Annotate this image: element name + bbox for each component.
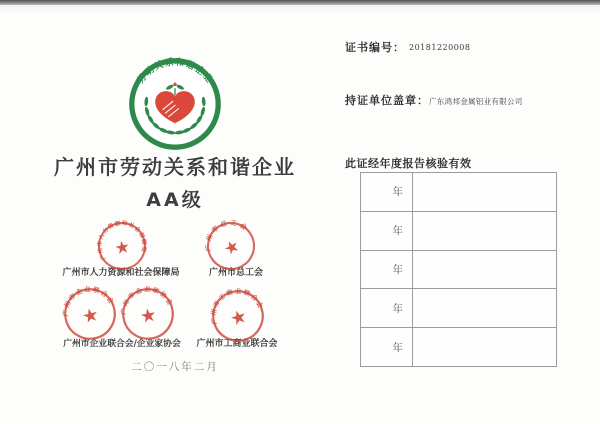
table-row (361, 212, 556, 251)
holder-stamp-label: 持证单位盖章： (345, 94, 429, 107)
seal-label-trade-unions: 广州市总工会 (208, 268, 263, 278)
seal-label-industry-commerce: 广州市工商业联合会 (196, 339, 278, 349)
year-cell-label: 年 (361, 328, 413, 366)
svg-text:广州市企业联合会 (56, 280, 117, 318)
year-cell-label: 年 (361, 173, 413, 211)
cert-number-value: 20181220008 (409, 43, 471, 52)
svg-text:广州市人力资源和社会保障局 (92, 216, 150, 263)
certificate-grade: AA级 (146, 189, 204, 211)
year-cell-label: 年 (361, 212, 413, 250)
table-row (361, 173, 556, 212)
seal-arc-text: 广州市企业家协会 (120, 286, 174, 315)
table-row (361, 328, 556, 366)
annual-verification-title: 此证经年度报告核验有效 (345, 157, 472, 170)
seal-entrepreneurs-association (116, 282, 181, 347)
logo-arc-text: 劳动关系和谐企业 (135, 57, 215, 86)
annual-verification-table (360, 172, 557, 367)
seal-arc-text: 广州市人力资源和社会保障局 (97, 220, 147, 261)
cert-number-label: 证书编号： (345, 41, 405, 54)
seal-arc-text: 广州市工商业联合会 (210, 288, 265, 325)
star-icon (230, 308, 248, 325)
seal-hrss-bureau (92, 216, 152, 276)
year-cell-blank (413, 289, 556, 327)
table-row (361, 251, 556, 290)
svg-text:广州市总工会 (196, 211, 253, 255)
table-row (361, 289, 556, 328)
seal-arc-text: 广州市总工会 (204, 218, 251, 252)
seal-label-hrss-bureau: 广州市人力资源和社会保障局 (62, 268, 180, 278)
issue-date: 二〇一八年二月 (131, 361, 219, 373)
star-icon (223, 238, 241, 255)
star-icon (82, 307, 99, 324)
seal-label-enterprise-federation: 广州市企业联合会/企业家协会 (63, 339, 181, 349)
year-cell-blank (413, 251, 556, 289)
harmony-enterprise-logo (127, 56, 223, 152)
svg-text:广州市工商业联合会 (203, 281, 266, 326)
year-cell-label: 年 (361, 289, 413, 327)
scan-top-edge (0, 0, 600, 5)
year-cell-blank (413, 212, 556, 250)
year-cell-blank (413, 328, 556, 366)
year-cell-blank (413, 173, 556, 211)
star-icon (115, 240, 130, 255)
year-cell-label: 年 (361, 251, 413, 289)
holder-company-name: 广东鸿邦金属铝业有限公司 (429, 97, 523, 106)
star-icon (140, 307, 156, 323)
seal-arc-text: 广州市企业联合会 (62, 286, 116, 317)
certificate-title: 广州市劳动关系和谐企业 (54, 155, 296, 179)
